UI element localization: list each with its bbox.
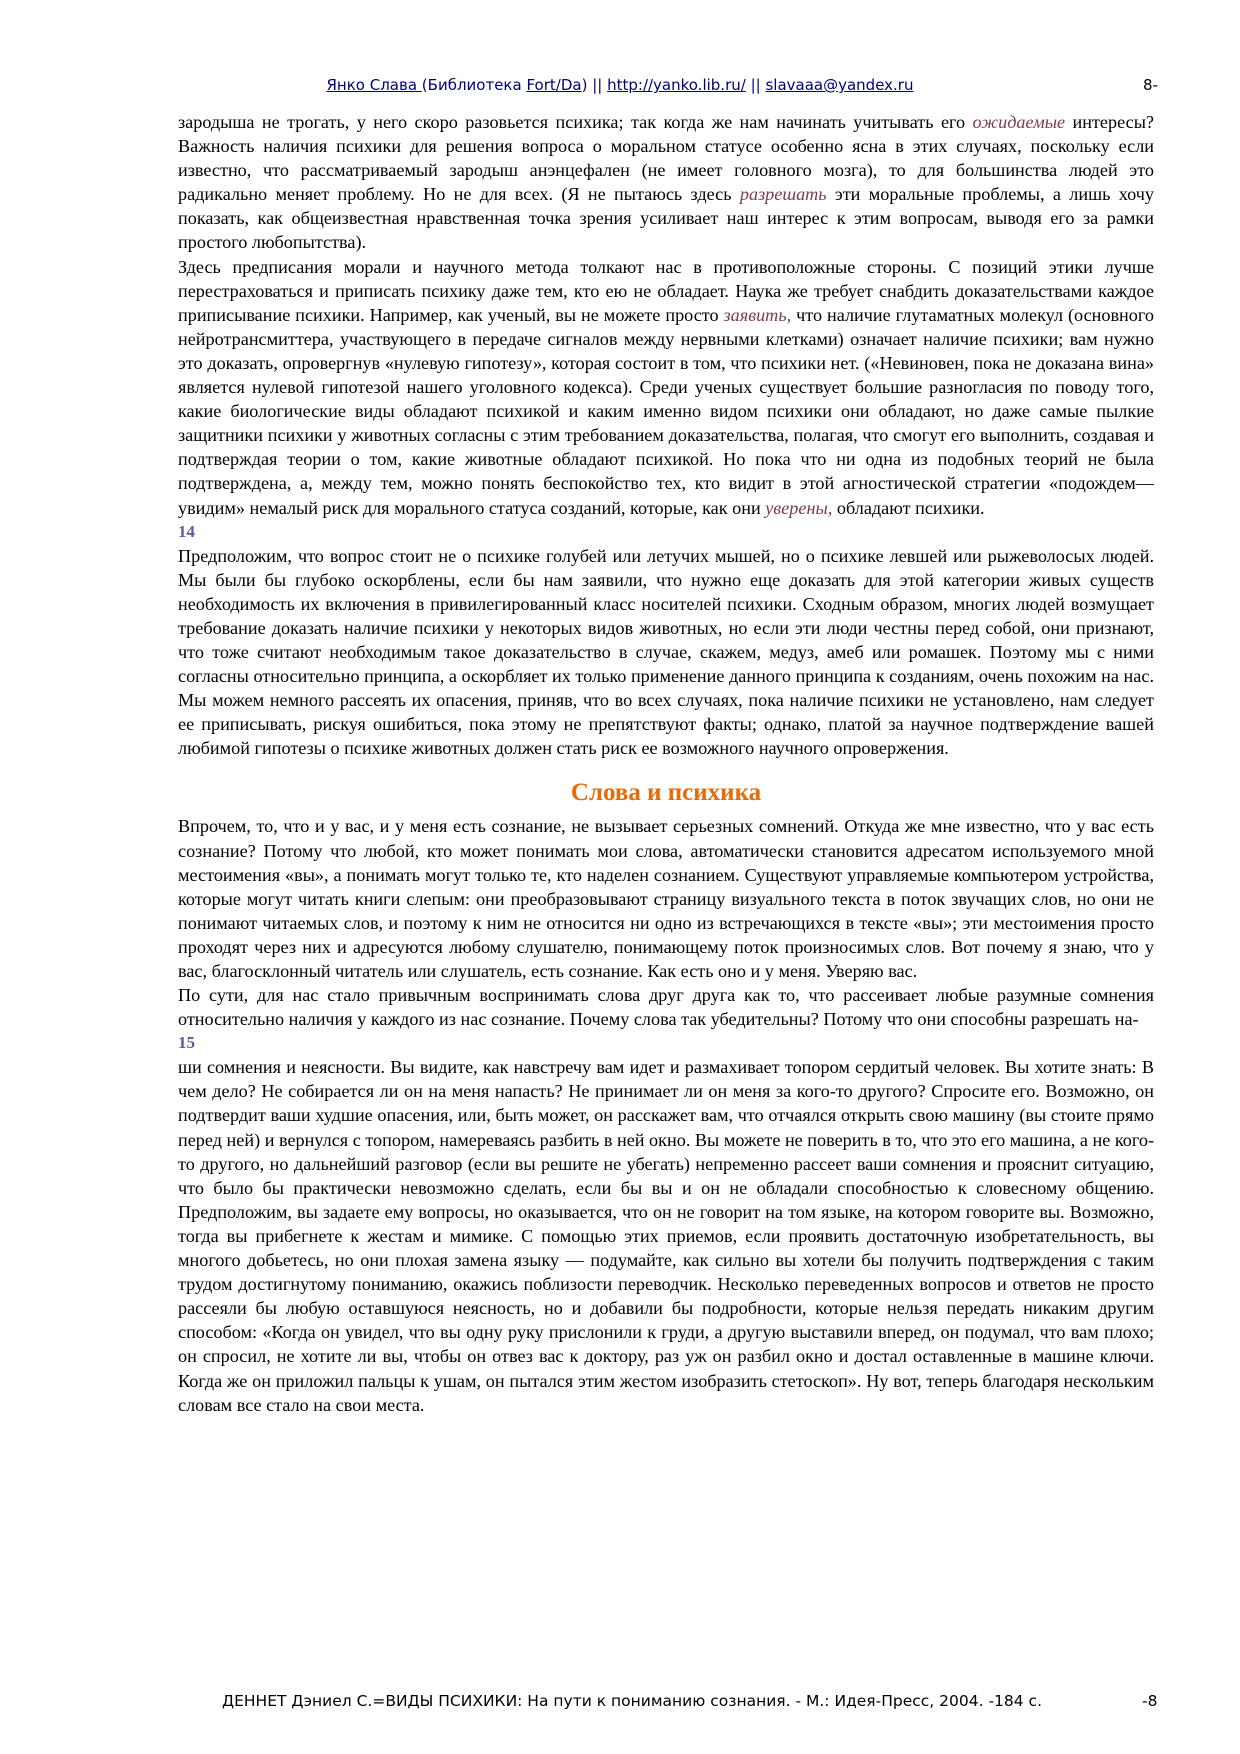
paragraph-5: По сути, для нас стало привычным воспринимать слова друг друга как то, что рассеивает любые разумные сомнения относительно наличия у каждого из нас сознание. Почему слова так убедительны? Потому что они способны разрешать на-: [178, 985, 1154, 1030]
page-footer: [222, 1692, 1162, 1710]
emphasis: заявить,: [723, 304, 792, 325]
site-link[interactable]: http://yanko.lib.ru/: [607, 76, 746, 94]
header-page-number: 8-: [1143, 76, 1158, 94]
header-links: [0, 76, 1240, 94]
text-run: Здесь предписания морали и научного метода толкают нас в противоположные стороны. С позиций этики лучше перестраховаться и приписать психику даже тем, кто ею не обладает. Наука же требует снабдить доказательствами каждое приписывание психики. Например, как ученый, вы не можете просто: [178, 256, 1154, 325]
paragraph-4: Впрочем, то, что и у вас, и у меня есть сознание, не вызывает серьезных сомнений. Откуда же мне известно, что у вас есть сознание? Потому что любой, кто может понимать мои слова, автоматически становится адресатом используемого мной местоимения «вы», а понимать могут только те, кто наделен сознанием. Существуют управляемые компьютером устройства, которые могут читать книги слепым: они преобразовывают страницу визуального текста в поток звучащих слов, но они не понимают читаемых слов, и поэтому к ним не относится ни одно из встречающихся в тексте «вы»; эти местоимения просто проходят через них и адресуются любому слушателю, понимающему поток произносимых слов. Вот почему я знаю, что у вас, благосклонный читатель или слушатель, есть сознание. Как есть оно и у меня. Уверяю вас.: [178, 816, 1154, 981]
paragraph-6: ши сомнения и неясности. Вы видите, как навстречу вам идет и размахивает топором сердитый человек. Вы хотите знать: В чем дело? Не собирается ли он на меня напасть? Не принимает ли он меня за кого-то другого? Спросите его. Возможно, он подтвердит ваши худшие опасения, или, быть может, он расскажет вам, что отчаялся открыть свою машину (вы стоите прямо перед ней) и вернулся с топором, намереваясь разбить в ней окно. Вы можете не поверить в то, что это его машина, а не кого-то другого, но дальнейший разговор (если вы решите не убегать) непременно рассеет ваши сомнения и прояснит ситуацию, что было бы практически невозможно сделать, если бы вы и он не обладали способностью к словесному общению. Предположим, вы задаете ему вопросы, но оказывается, что он не говорит на том языке, на котором говорите вы. Возможно, тогда вы прибегнете к жестам и мимике. С помощью этих приемов, если проявить достаточную изобретательность, вы многого добьетесь, но они плохая замена языку — подумайте, как сильно вы хотели бы получить подтверждения с таким трудом достигнутому пониманию, окажись поблизости переводчик. Несколько переведенных вопросов и ответов не просто рассеяли бы любую оставшуюся неясность, но и добавили бы подробности, которые нельзя передать никаким другим способом: «Когда он увидел, что вы одну руку прислонили к груди, а другую выставили вперед, он подумал, что вам плохо; он спросил, не хотите ли вы, чтобы он отвез вас к доктору, раз уж он разбил окно и достал оставленные в машине ключи. Когда же он приложил пальцы к ушам, он пытался этим жестом изобразить стетоскоп». Ну вот, теперь благодаря нескольким словам все стало на свои места.: [178, 1057, 1154, 1415]
footer-page-number: -8: [1142, 1692, 1158, 1710]
section-title: Слова и психика: [570, 779, 762, 807]
library-suffix: ): [581, 76, 588, 94]
footer-citation: ДЕННЕТ Дэниел С.=ВИДЫ ПСИХИКИ: На пути к пониманию сознания. - М.: Идея-Пресс, 2004. -184 с.: [222, 1692, 1042, 1710]
author-link[interactable]: Янко Слава: [326, 76, 422, 94]
text-run: что наличие глутаматных молекул (основного нейротрансмиттера, участвующего в передаче сигналов между нервными клетками) означает наличие психики; вам нужно это доказать, опровергнув «нулевую гипотезу», которая состоит в том, что психики нет. («Невиновен, пока не доказана вина» является нулевой гипотезой нашего уголовного кодекса). Среди ученых существует большие разногласия по поводу того, какие биологические виды обладают психикой и каким именно видом психики они обладают, но даже самые пылкие защитники психики у животных согласны с этим требованием доказательства, полагая, что смогут его выполнить, создавая и подтверждая теории о том, какие животные обладают психикой. Но пока что ни одна из подобных теорий не была подтверждена, а, между тем, можно понять беспокойство тех, кто видит в этой агностической стратегии «подождем—увидим» немалый риск для морального статуса созданий, которые, как они: [178, 304, 1154, 518]
paragraph-3: Предположим, что вопрос стоит не о психике голубей или летучих мышей, но о психике левшей или рыжеволосых людей. Мы были бы глубоко оскорблены, если бы нам заявили, что нужно еще доказать для этой категории живых существ необходимость их включения в привилегированный класс носителей психики. Сходным образом, многих людей возмущает требование доказать наличие психики у некоторых видов животных, но если эти люди честны перед собой, они признают, что тоже считают необходимым такое доказательство в случае, скажем, медуз, амеб или ромашек. Поэтому мы с ними согласны относительно принципа, а оскорбляет их только применение данного принципа к созданиям, очень похожим на нас. Мы можем немного рассеять их опасения, приняв, что во всех случаях, пока наличие психики не установлено, нам следует ее приписывать, рискуя ошибиться, пока этому не препятствуют факты; однако, платой за научное подтверждение вашей любимой гипотезы о психике животных должен стать риск ее возможного научного опровержения.: [178, 545, 1154, 759]
header-separator: ||: [745, 76, 766, 94]
email-link[interactable]: slavaaa@yandex.ru: [765, 76, 914, 94]
text-run: зародыша не трогать, у него скоро разовьется психика; так когда же нам начинать учитывать его: [178, 112, 973, 132]
emphasis: ожидаемые: [972, 112, 1066, 132]
text-run: интересы? Важность наличия психики для решения вопроса о моральном статусе особенно ясна в этих случаях, поскольку если известно, что рассматриваемый зародыш анэнцефален (не имеет головного мозга), то для большинства людей это радикально меняет проблему. Но не для всех. (Я не пытаюсь здесь: [178, 112, 1154, 205]
source-page-marker: 15: [178, 1033, 195, 1053]
text-run: обладают психики.: [832, 497, 985, 518]
paragraph-2: [178, 255, 1154, 520]
page-header: [0, 74, 1240, 98]
paragraph-1: [178, 110, 1154, 255]
header-separator: ||: [587, 76, 608, 94]
emphasis: разрешать: [739, 184, 827, 205]
library-prefix: (Библиотека: [421, 76, 527, 94]
page-body: [178, 110, 1154, 1417]
source-page-marker: 14: [178, 521, 195, 541]
text-run: эти моральные проблемы, а лишь хочу показать, как общеизвестная нравственная точка зрения усиливает наш интерес к этим вопросам, выводя его за рамки простого любопытства).: [178, 184, 1155, 253]
emphasis: уверены,: [765, 497, 833, 518]
library-link[interactable]: Fort/Da: [526, 76, 582, 94]
